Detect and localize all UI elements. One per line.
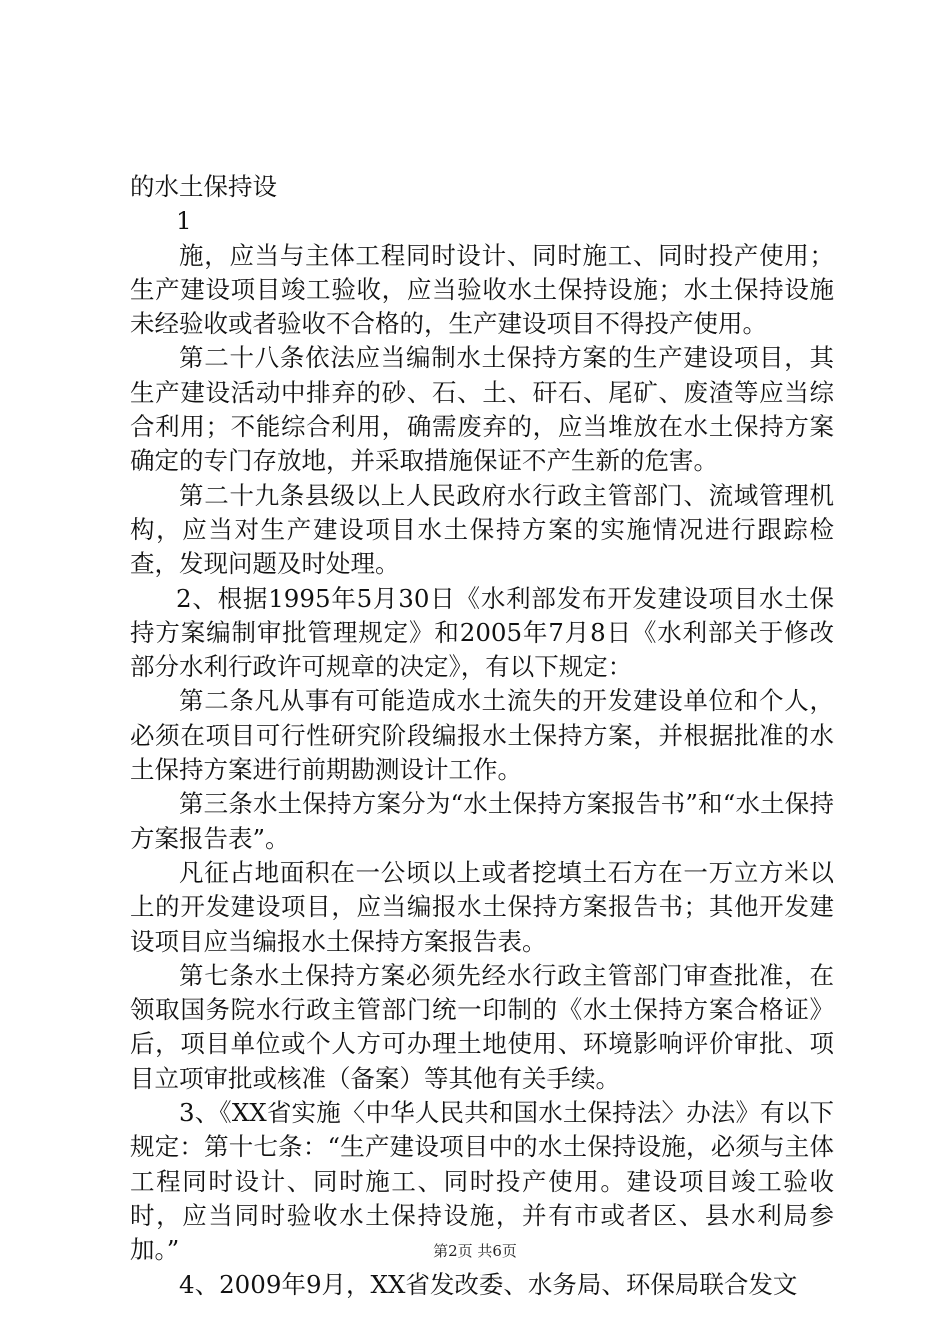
paragraph: 4、2009年9月，XX省发改委、水务局、环保局联合发文 <box>179 1269 798 1299</box>
paragraph: 2、根据1995年5月30日《水利部发布开发建设项目水土保持方案编制审批管理规定》和2005年7月8日《水利部关于修改部分水利行政许可规章的决定》，有以下规定： <box>130 583 834 682</box>
paragraph: 第七条水土保持方案必须先经水行政主管部门审查批准，在领取国务院水行政主管部门统一印制的《水土保持方案合格证》后，项目单位或个人方可办理土地使用、环境影响评价审批、项目立项审批或核准（备案）等其他有关手续。 <box>130 960 834 1093</box>
paragraph: 第二十九条县级以上人民政府水行政主管部门、流域管理机构，应当对生产建设项目水土保持方案的实施情况进行跟踪检查，发现问题及时处理。 <box>130 480 834 579</box>
paragraph: 第三条水土保持方案分为“水土保持方案报告书”和“水土保持方案报告表”。 <box>130 789 834 853</box>
paragraph: 第二十八条依法应当编制水土保持方案的生产建设项目，其生产建设活动中排弃的砂、石、土、矸石、尾矿、废渣等应当综合利用；不能综合利用，确需废弃的，应当堆放在水土保持方案确定的专门存放地，并采取措施保证不产生新的危害。 <box>130 343 834 476</box>
page-marker: 1 <box>176 206 192 236</box>
lead-line: 的水土保持设 <box>130 172 277 201</box>
paragraph: 第二条凡从事有可能造成水土流失的开发建设单位和个人，必须在项目可行性研究阶段编报水土保持方案，并根据批准的水土保持方案进行前期勘测设计工作。 <box>130 686 834 785</box>
document-body <box>130 170 834 1302</box>
paragraph: 施，应当与主体工程同时设计、同时施工、同时投产使用；生产建设项目竣工验收，应当验收水土保持设施；水土保持设施未经验收或者验收不合格的，生产建设项目不得投产使用。 <box>130 240 834 339</box>
paragraph: 凡征占地面积在一公顷以上或者挖填土石方在一万立方米以上的开发建设项目，应当编报水土保持方案报告书；其他开发建设项目应当编报水土保持方案报告表。 <box>130 857 834 956</box>
paragraph: 3、《XX省实施〈中华人民共和国水土保持法〉办法》有以下规定：第十七条：“生产建设项目中的水土保持设施，必须与主体工程同时设计、同时施工、同时投产使用。建设项目竣工验收时，应当同时验收水土保持设施，并有市或者区、县水利局参加。” <box>130 1098 834 1265</box>
page-footer: 第2页 共6页 <box>433 1242 517 1260</box>
